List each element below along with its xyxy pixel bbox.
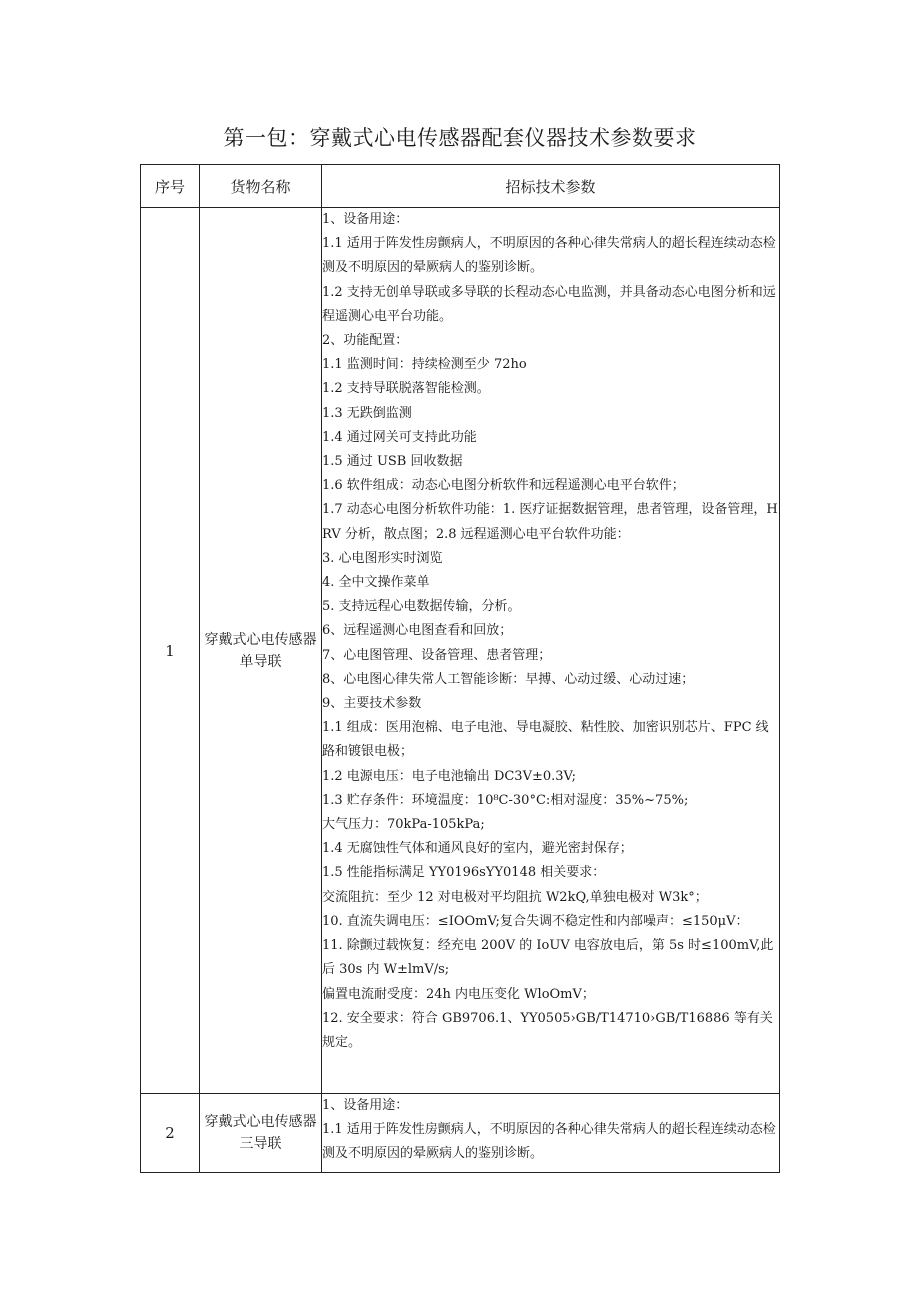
table-header-row xyxy=(141,165,780,208)
spec-table xyxy=(140,164,780,1173)
row-params: 1、设备用途： 1.1 适用于阵发性房颤病人，不明原因的各种心律失常病人的超长程连续动态检测及不明原因的晕厥病人的鉴别诊断。 1.2 支持无创单导联或多导联的长程动态心电监测，并具备动态心电图分析和远程遥测心电平台功能。 2、功能配置： 1.1 监测时间：持续检测至少 72ho 1.2 支持导联脱落智能检测。 1.3 无跌倒监测 1.4 通过网关可支持此功能 1.5 通过 USB 回收数据 1.6 软件组成：动态心电图分析软件和远程遥测心电平台软件； 1.7 动态心电图分析软件功能：1. 医疗证据数据管理，患者管理，设备管理，HRV 分析，散点图；2.8 远程遥测心电平台软件功能： 3. 心电图形实时浏览 4. 全中文操作菜单 5. 支持远程心电数据传输，分析。 6、远程遥测心电图查看和回放； 7、心电图管理、设备管理、患者管理； 8、心电图心律失常人工智能诊断：早搏、心动过缓、心动过速； 9、主要技术参数 1.1 组成：医用泡棉、电子电池、导电凝胶、粘性胶、加密识别芯片、FPC 线路和镀银电极； 1.2 电源电压：电子电池输出 DC3V±0.3V; 1.3 贮存条件：环境温度：10⁸C-30°C:相对湿度：35%~75%; 大气压力：70kPa-105kPa; 1.4 无腐蚀性气体和通风良好的室内，避光密封保存； 1.5 性能指标满足 YY0196sYY0148 相关要求： 交流阻抗：至少 12 对电极对平均阻抗 W2kQ,单独电极对 W3k°； 10. 直流失调电压：≤IOOmV;复合失调不稳定性和内部噪声：≤150μV： 11. 除颤过载恢复：经充电 200V 的 IoUV 电容放电后，第 5s 时≤100mV,此后 30s 内 W±lmV∕s; 偏置电流耐受度：24h 内电压变化 WloOmV； 12. 安全要求：符合 GB9706.1、YY0505›GB/T14710›GB/T16886 等有关规定。 xyxy=(322,208,780,1094)
row-item-name: 穿戴式心电传感器单导联 xyxy=(200,208,322,1094)
row-item-name: 穿戴式心电传感器三导联 xyxy=(200,1094,322,1173)
header-index: 序号 xyxy=(141,165,200,208)
page-title: 第一包：穿戴式心电传感器配套仪器技术参数要求 xyxy=(223,126,697,150)
header-params: 招标技术参数 xyxy=(322,165,780,208)
row-index: 1 xyxy=(141,208,200,1094)
row-index: 2 xyxy=(141,1094,200,1173)
header-name: 货物名称 xyxy=(200,165,322,208)
table-row xyxy=(141,208,780,1094)
row-params: 1、设备用途： 1.1 适用于阵发性房颤病人，不明原因的各种心律失常病人的超长程连续动态检测及不明原因的晕厥病人的鉴别诊断。 xyxy=(322,1094,780,1173)
table-row xyxy=(141,1094,780,1173)
